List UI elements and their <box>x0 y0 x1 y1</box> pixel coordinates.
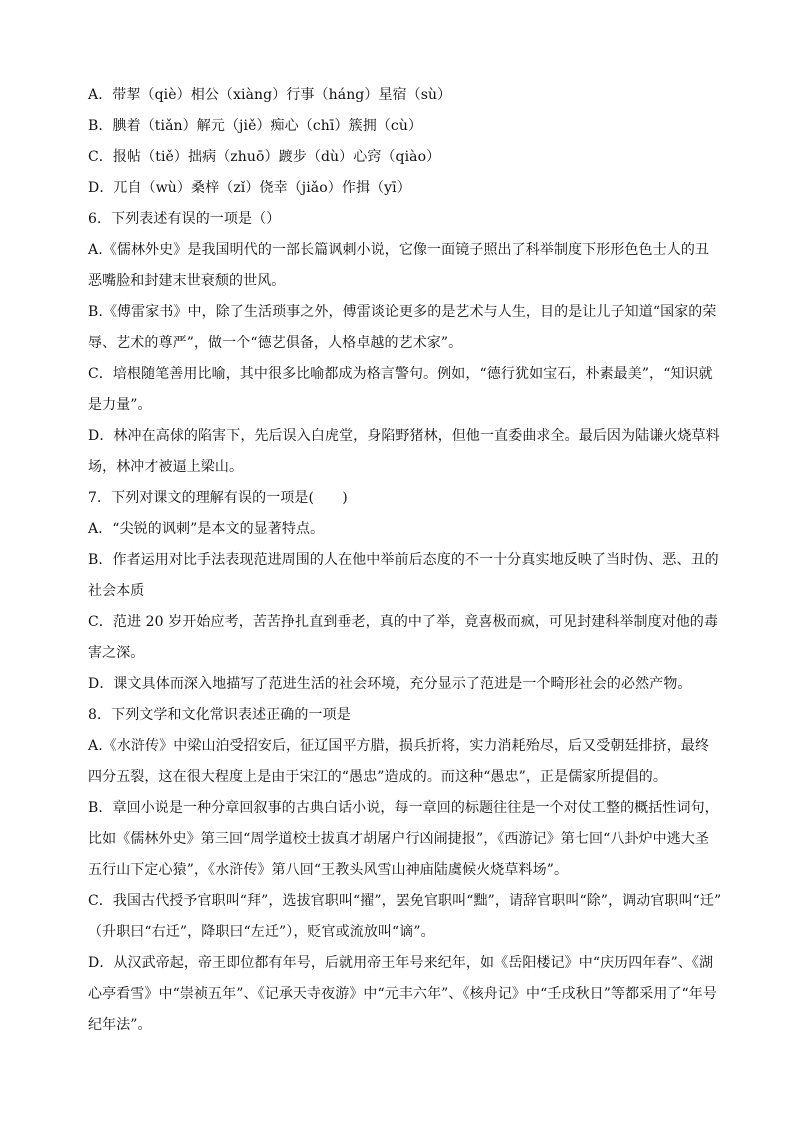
q6-option-c-line2: 是力量”。 <box>88 397 152 413</box>
q8-option-c-line1: C．我国古代授予官职叫“拜”，选拔官职叫“擢”，罢免官职叫“黜”，请辞官职叫“除”，调动官职叫“迁” <box>88 893 722 909</box>
q8-option-d-line1: D．从汉武帝起，帝王即位都有年号，后就用帝王年号来纪年，如《岳阳楼记》中“庆历四年春”、《湖 <box>88 955 714 971</box>
q7-stem: 7．下列对课文的理解有误的一项是( ) <box>88 490 348 506</box>
q8-option-b-line1: B．章回小说是一种分章回叙事的古典白话小说，每一章回的标题往往是一个对仗工整的概括性词句， <box>88 800 719 816</box>
q5-option-a: A．带挈（qiè）相公（xiàng）行事（háng）星宿（sù） <box>88 87 452 103</box>
document-page <box>88 80 722 1041</box>
q6-option-c-line1: C．培根随笔善用比喻，其中很多比喻都成为格言警句。例如，“德行犹如宝石，朴素最美”，“知识就 <box>88 366 713 382</box>
q5-option-b: B．腆着（tiǎn）解元（jiě）痴心（chī）簇拥（cù） <box>88 118 423 134</box>
q6-option-d-line1: D．林冲在高俅的陷害下，先后误入白虎堂，身陷野猪林，但他一直委曲求全。最后因为陆谦火烧草料 <box>88 428 720 444</box>
q6-option-a-line2: 恶嘴脸和封建末世衰颓的世风。 <box>88 273 286 289</box>
q8-option-d-line3: 纪年法”。 <box>88 1017 152 1033</box>
q8-stem: 8．下列文学和文化常识表述正确的一项是 <box>88 707 351 723</box>
q8-option-b-line3: 五行山下定心猿”，《水浒传》第八回“王教头风雪山神庙陆虞候火烧草料场”。 <box>88 862 569 878</box>
q6-option-d-line2: 场，林冲才被逼上梁山。 <box>88 459 244 475</box>
q6-stem: 6．下列表述有误的一项是（） <box>88 211 281 227</box>
q8-option-d-line2: 心亭看雪》中“崇祯五年”、《记承天寺夜游》中“元丰六年”、《核舟记》中“壬戌秋日”等都采用了“年号 <box>88 986 717 1002</box>
q7-option-d: D．课文具体而深入地描写了范进生活的社会环境，充分显示了范进是一个畸形社会的必然产物。 <box>88 676 692 692</box>
q5-option-c: C．报帖（tiě）拙病（zhuō）踱步（dù）心窍（qiào） <box>88 149 441 165</box>
q7-option-c-line1: C．范进 20 岁开始应考，苦苦挣扎直到垂老，真的中了举，竟喜极而疯，可见封建科举制度对他的毒 <box>88 614 719 630</box>
q7-option-b-line1: B．作者运用对比手法表现范进周围的人在他中举前后态度的不一十分真实地反映了当时伪、恶、丑的 <box>88 552 719 568</box>
q6-option-b-line1: B.《傅雷家书》中，除了生活琐事之外，傅雷谈论更多的是艺术与人生，目的是让儿子知道“国家的荣 <box>88 304 717 320</box>
q6-option-a-line1: A.《儒林外史》是我国明代的一部长篇讽刺小说，它像一面镜子照出了科举制度下形形色色士人的丑 <box>88 242 710 258</box>
q8-option-a-line1: A.《水浒传》中梁山泊受招安后，征辽国平方腊，损兵折将，实力消耗殆尽，后又受朝廷排挤，最终 <box>88 738 710 754</box>
q8-option-b-line2: 比如《儒林外史》第三回“周学道校士拔真才胡屠户行凶闹捷报”，《西游记》第七回“八卦炉中逃大圣 <box>88 831 710 847</box>
q7-option-c-line2: 害之深。 <box>88 645 145 661</box>
q5-option-d: D．兀自（wù）桑梓（zǐ）侥幸（jiǎo）作揖（yī） <box>88 180 411 196</box>
q7-option-a: A．“尖锐的讽刺”是本文的显著特点。 <box>88 521 325 537</box>
q6-option-b-line2: 辱、艺术的尊严”，做一个“德艺俱备，人格卓越的艺术家”。 <box>88 335 463 351</box>
q8-option-c-line2: （升职曰“右迁”，降职曰“左迁”），贬官或流放叫“谪”。 <box>88 924 435 940</box>
q7-option-b-line2: 社会本质 <box>88 583 145 599</box>
q8-option-a-line2: 四分五裂，这在很大程度上是由于宋江的“愚忠”造成的。而这种“愚忠”，正是儒家所提倡的。 <box>88 769 667 785</box>
